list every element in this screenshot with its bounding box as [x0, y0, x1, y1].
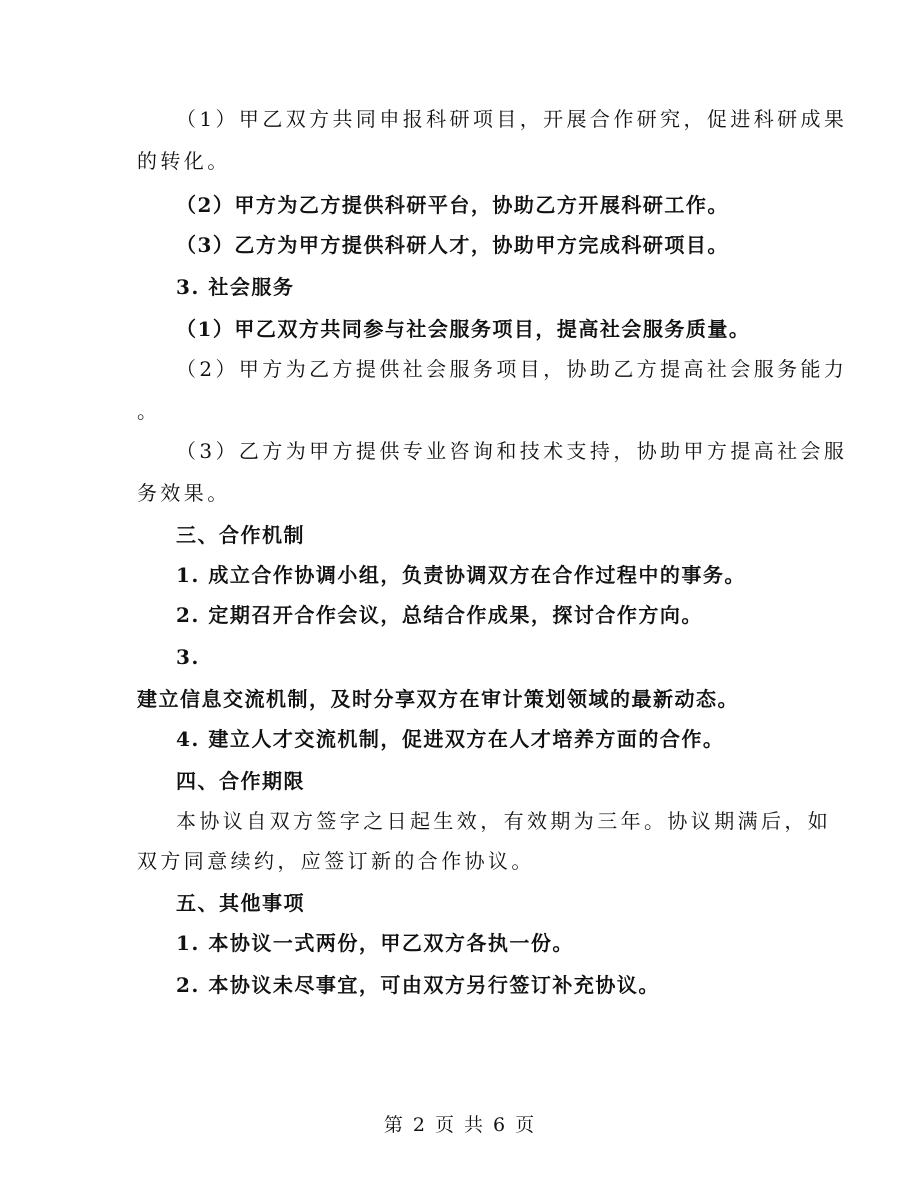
- section-heading: 三、合作机制: [176, 523, 305, 547]
- paragraph-line: 双方同意续约，应签订新的合作协议。: [137, 849, 535, 873]
- paragraph-line: 4. 建立人才交流机制，促进双方在人才培养方面的合作。: [176, 727, 725, 751]
- paragraph-line: 。: [137, 399, 159, 423]
- page-footer: [0, 1112, 920, 1138]
- paragraph-line: 2. 本协议未尽事宜，可由双方另行签订补充协议。: [176, 973, 660, 997]
- footer-mid: 页 共: [434, 1114, 486, 1136]
- footer-suffix: 页: [515, 1114, 537, 1136]
- paragraph-line: 的转化。: [137, 149, 231, 173]
- paragraph-line: （2）甲方为乙方提供科研平台，协助乙方开展科研工作。: [176, 193, 729, 217]
- paragraph-line: 务效果。: [137, 481, 231, 505]
- paragraph-line: 3.: [176, 645, 200, 669]
- paragraph-line: 本协议自双方签字之日起生效，有效期为三年。协议期满后，如: [176, 809, 832, 833]
- footer-prefix: 第: [383, 1114, 405, 1136]
- current-page-number: 2: [412, 1114, 427, 1136]
- paragraph-line: 1. 成立合作协调小组，负责协调双方在合作过程中的事务。: [176, 563, 746, 587]
- paragraph-line: （3）乙方为甲方提供专业咨询和技术支持，协助甲方提高社会服: [176, 439, 848, 463]
- paragraph-line: 1. 本协议一式两份，甲乙双方各执一份。: [176, 931, 574, 955]
- paragraph-line: （3）乙方为甲方提供科研人才，协助甲方完成科研项目。: [176, 233, 729, 257]
- paragraph-line: 2. 定期召开合作会议，总结合作成果，探讨合作方向。: [176, 603, 703, 627]
- total-pages-number: 6: [493, 1114, 508, 1136]
- section-heading: 3. 社会服务: [176, 275, 295, 299]
- section-heading: 五、其他事项: [176, 891, 305, 915]
- paragraph-line: （1）甲乙双方共同申报科研项目，开展合作研究，促进科研成果: [176, 107, 848, 131]
- section-heading: 四、合作期限: [176, 769, 305, 793]
- paragraph-line: （1）甲乙双方共同参与社会服务项目，提高社会服务质量。: [176, 317, 751, 341]
- paragraph-line: （2）甲方为乙方提供社会服务项目，协助乙方提高社会服务能力: [176, 357, 848, 381]
- paragraph-line: 建立信息交流机制，及时分享双方在审计策划领域的最新动态。: [137, 687, 739, 711]
